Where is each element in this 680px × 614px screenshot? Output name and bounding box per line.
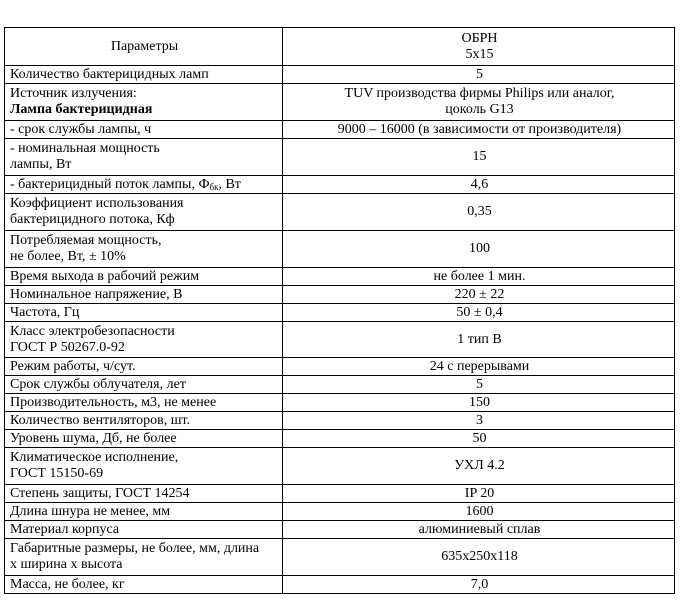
value-cell [283,576,675,594]
header-value-cell [283,28,675,66]
param-label: Класс электробезопасности [10,323,175,339]
value-cell [283,66,675,84]
param-label: - срок службы лампы, ч [10,121,152,137]
table-row [5,84,675,121]
param-cell [5,84,283,121]
param-label: Потребляемая мощность, [10,233,162,248]
value-cell [283,139,675,176]
table-row [5,304,675,322]
value-cell [283,231,675,268]
value-cell [283,412,675,430]
param-label-bold: Лампа бактерицидная [10,102,153,117]
param-label: Длина шнура не менее, мм [10,503,171,519]
spec-table [4,27,675,594]
value-text: 1600 [465,503,494,519]
value-text: 50 [472,430,487,446]
value-text: 24 с перерывами [429,358,530,374]
param-cell [5,503,283,521]
param-label: не более, Вт, ± 10% [10,249,126,264]
param-label: ГОСТ 15150-69 [10,466,104,481]
param-cell [5,231,283,268]
param-label: Материал корпуса [10,521,120,537]
param-label: ГОСТ Р 50267.0-92 [10,339,125,355]
param-cell [5,268,283,286]
param-cell [5,539,283,576]
param-cell [5,121,283,139]
param-label: Частота, Гц [10,304,80,320]
table-row [5,376,675,394]
table-row [5,121,675,139]
param-label: Номинальное напряжение, В [10,286,183,302]
header-param-label: Параметры [110,38,179,54]
param-label: Источник излучения: [10,86,137,101]
value-text: TUV производства фирмы Philips или аналог, [344,86,615,101]
value-cell [283,268,675,286]
value-text: 5 [476,376,483,392]
param-cell [5,576,283,594]
value-text: цоколь G13 [445,102,514,117]
value-cell [283,322,675,358]
param-cell [5,430,283,448]
param-label: Масса, не более, кг [10,576,125,592]
table-row [5,430,675,448]
table-row [5,286,675,304]
value-cell [283,376,675,394]
header-row [5,28,675,66]
param-cell [5,176,283,194]
value-cell [283,358,675,376]
param-label-text: - бактерицидный поток лампы, Ф [10,176,210,192]
header-model-name: ОБРН [461,30,498,46]
value-text: 5 [476,66,483,82]
param-label: Количество вентиляторов, шт. [10,412,191,428]
table-row [5,576,675,594]
param-cell [5,485,283,503]
value-text: 220 ± 22 [454,286,505,302]
param-label: Уровень шума, Дб, не более [10,430,177,446]
param-label: х ширина х высота [10,557,123,572]
param-label: Габаритные размеры, не более, мм, длина [10,541,260,556]
value-text: 100 [469,241,490,256]
param-label: Производительность, м3, не менее [10,394,217,410]
param-label: - номинальная мощность [10,141,160,156]
value-text: алюминиевый сплав [418,521,541,537]
value-cell [283,304,675,322]
param-label: Количество бактерицидных ламп [10,66,209,82]
param-cell [5,376,283,394]
value-text: 50 ± 0,4 [456,304,503,320]
table-row [5,194,675,231]
value-text: 0,35 [467,204,492,219]
value-text: 3 [476,412,483,428]
param-label: лампы, Вт [10,157,72,172]
table-row [5,503,675,521]
value-cell [283,485,675,503]
param-cell [5,358,283,376]
value-text: 4,6 [470,176,489,192]
table-row [5,448,675,485]
param-label: Время выхода в рабочий режим [10,268,200,284]
value-text: 9000 – 16000 (в зависимости от производителя) [337,121,622,137]
value-text: 1 тип В [457,331,502,347]
param-label: Степень защиты, ГОСТ 14254 [10,485,190,501]
value-cell [283,394,675,412]
value-cell [283,84,675,121]
value-cell [283,121,675,139]
param-cell [5,412,283,430]
value-cell [283,194,675,231]
table-row [5,394,675,412]
param-cell [5,304,283,322]
header-param-cell [5,28,283,66]
param-cell [5,66,283,84]
param-cell [5,139,283,176]
param-label: Режим работы, ч/сут. [10,358,136,374]
header-model-size: 5x15 [465,46,494,62]
param-cell [5,194,283,231]
value-cell [283,286,675,304]
value-cell [283,521,675,539]
table-row [5,485,675,503]
param-label: бактерицидного потока, Кф [10,212,175,227]
param-cell [5,394,283,412]
param-label [10,177,241,192]
value-text: 7,0 [470,576,489,592]
value-text: 15 [472,149,487,164]
param-label: Коэффициент использования [10,196,184,211]
param-label-unit: , Вт [218,176,241,192]
table-row [5,231,675,268]
param-subscript: бк [209,181,219,192]
param-cell [5,286,283,304]
value-text: 635x250x118 [441,549,518,564]
param-label: Климатическое исполнение, [10,450,179,465]
value-text: УХЛ 4.2 [454,458,505,473]
value-cell [283,448,675,485]
param-cell [5,322,283,358]
value-text: 150 [469,394,490,410]
table-row [5,176,675,194]
value-cell [283,430,675,448]
param-cell [5,521,283,539]
value-cell [283,503,675,521]
value-text: не более 1 мин. [433,268,526,284]
value-cell [283,176,675,194]
param-label: Срок службы облучателя, лет [10,376,186,392]
table-row [5,539,675,576]
table-row [5,412,675,430]
table-row [5,521,675,539]
value-cell [283,539,675,576]
table-row [5,66,675,84]
table-row [5,268,675,286]
table-row [5,358,675,376]
param-cell [5,448,283,485]
table-row [5,139,675,176]
value-text: IP 20 [464,485,495,501]
table-row [5,322,675,358]
